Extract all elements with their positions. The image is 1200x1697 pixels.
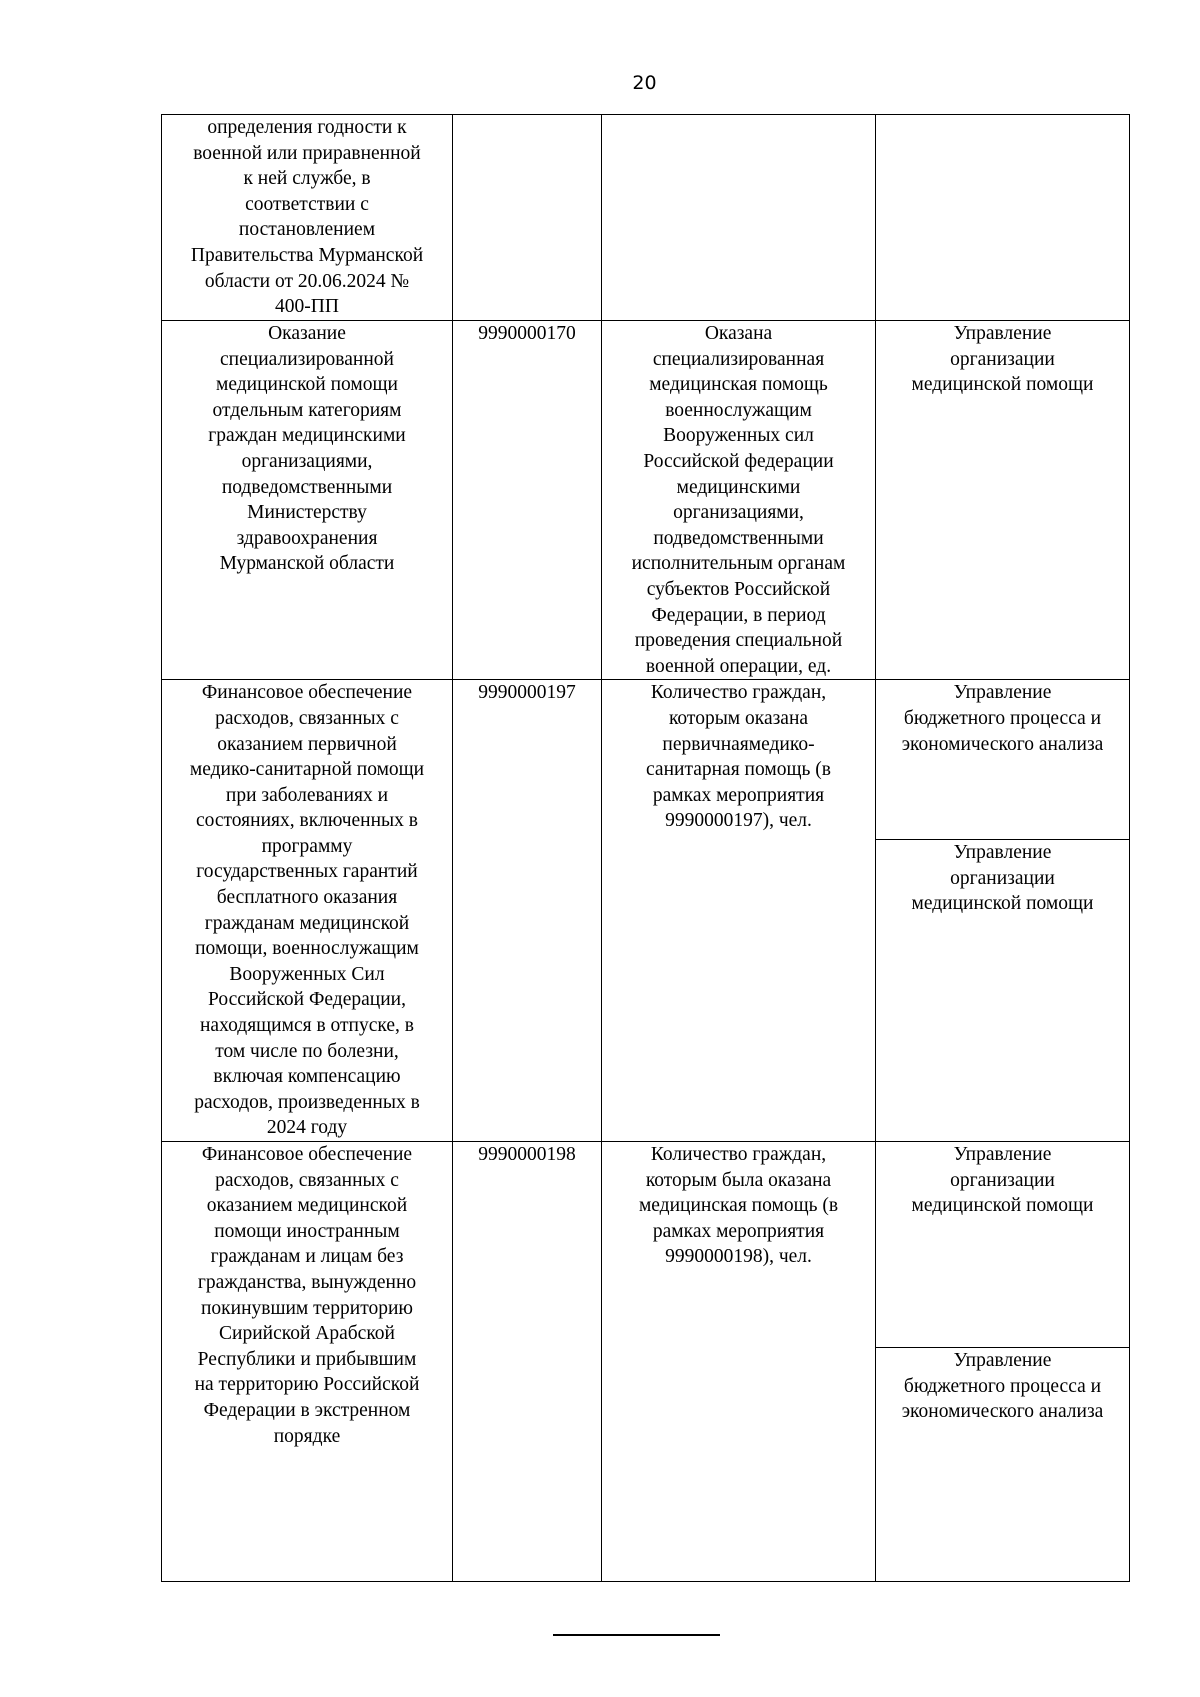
page-number: 20 bbox=[632, 72, 657, 94]
measure-name-cell-line: Министерству bbox=[247, 502, 367, 524]
measure-name-cell-line: гражданам и лицам без bbox=[210, 1246, 404, 1268]
measure-name-cell-line: Мурманской области bbox=[219, 553, 395, 575]
table-row bbox=[162, 115, 1130, 321]
table-row bbox=[162, 680, 1130, 840]
measure-name-cell-line: к ней службе, в bbox=[243, 168, 371, 190]
measure-name-cell-line: гражданства, вынужденно bbox=[197, 1271, 417, 1293]
measure-name-cell-line: Федерации в экстренном bbox=[203, 1399, 411, 1421]
indicator-cell-line: субъектов Российской bbox=[646, 578, 831, 600]
indicator-cell-line: проведения специальной bbox=[634, 630, 843, 652]
department-cell bbox=[876, 321, 1130, 680]
measure-name-cell-line: Сирийской Арабской bbox=[219, 1323, 395, 1345]
indicator-cell-line: рамках мероприятия bbox=[652, 1220, 825, 1242]
code-cell: 9990000170 bbox=[453, 321, 602, 680]
measures-table bbox=[161, 114, 1130, 1582]
measure-name-cell-line: военной или приравненной bbox=[193, 142, 421, 164]
indicator-cell-line: Вооруженных сил bbox=[663, 425, 814, 447]
measure-name-cell-line: Финансовое обеспечение bbox=[201, 1144, 413, 1165]
code-cell bbox=[453, 115, 602, 321]
measure-name-cell-line: состояниях, включенных в bbox=[195, 810, 418, 832]
measure-name-cell-line: Оказание bbox=[268, 323, 346, 344]
measure-name-cell-line: области от 20.06.2024 № bbox=[204, 270, 410, 292]
indicator-cell-line: Федерации, в период bbox=[651, 604, 826, 626]
measure-name-cell-line: расходов, связанных с bbox=[215, 707, 399, 729]
measure-name-cell bbox=[162, 1142, 453, 1582]
measure-name-cell-line: Российской Федерации, bbox=[208, 989, 406, 1011]
indicator-cell-line: специализированная bbox=[652, 348, 825, 370]
measure-name-cell-line: на территорию Российской bbox=[194, 1374, 420, 1396]
indicator-cell-line: Количество граждан, bbox=[650, 1144, 827, 1165]
measure-name-cell-line: 400-ПП bbox=[275, 296, 339, 318]
measure-name-cell bbox=[162, 680, 453, 1142]
measure-name-cell-line: Финансовое обеспечение bbox=[201, 682, 413, 704]
code-cell: 9990000198 bbox=[453, 1142, 602, 1582]
measure-name-cell-line: программу bbox=[261, 835, 353, 857]
measure-name-cell-line: Республики и прибывшим bbox=[197, 1348, 417, 1370]
department-cell-line: Управление bbox=[953, 1350, 1052, 1371]
measure-name-cell-line: гражданам медицинской bbox=[204, 912, 410, 934]
measure-name-cell bbox=[162, 115, 453, 321]
measure-name-cell-line: помощи иностранным bbox=[214, 1220, 400, 1242]
measure-name-cell-line: расходов, связанных с bbox=[215, 1169, 399, 1191]
measure-name-cell-line: покинувшим территорию bbox=[200, 1297, 414, 1319]
indicator-cell bbox=[602, 1142, 876, 1582]
measure-name-cell-line: отдельным категориям bbox=[212, 399, 402, 421]
department-cell bbox=[876, 680, 1130, 840]
indicator-cell-line: Оказана bbox=[704, 323, 773, 344]
measure-name-cell-line: граждан медицинскими bbox=[208, 425, 406, 447]
measure-name-cell-line: медико-санитарной помощи bbox=[189, 759, 425, 781]
table-row bbox=[162, 1142, 1130, 1348]
indicator-cell-line: санитарная помощь (в bbox=[646, 759, 831, 781]
department-cell-line: организации bbox=[950, 348, 1055, 370]
measure-name-cell-line: находящимся в отпуске, в bbox=[199, 1015, 414, 1037]
measure-name-cell-line: здравоохранения bbox=[236, 527, 378, 549]
measure-name-cell-line: бесплатного оказания bbox=[216, 887, 398, 909]
indicator-cell-line: 9990000198), чел. bbox=[665, 1246, 812, 1268]
department-cell-line: бюджетного процесса и bbox=[903, 1375, 1102, 1397]
indicator-cell-line: медицинская помощь (в bbox=[638, 1195, 839, 1217]
indicator-cell-line: подведомственными bbox=[653, 527, 824, 549]
measure-name-cell-line: том числе по болезни, bbox=[215, 1040, 399, 1062]
indicator-cell-line: Количество граждан, bbox=[650, 682, 827, 704]
indicator-cell-line: медицинская помощь bbox=[649, 374, 828, 396]
indicator-cell-line: которым была оказана bbox=[645, 1169, 832, 1191]
measure-name-cell-line: организациями, bbox=[241, 450, 373, 472]
measure-name-cell-line: Правительства Мурманской bbox=[190, 244, 424, 266]
measure-name-cell-line: помощи, военнослужащим bbox=[195, 938, 419, 960]
indicator-cell-line: рамках мероприятия bbox=[652, 784, 825, 806]
indicator-cell-line: первичнаямедико- bbox=[662, 733, 815, 755]
indicator-cell-line: Российской федерации bbox=[643, 450, 834, 472]
measure-name-cell-line: подведомственными bbox=[221, 476, 393, 498]
department-cell-line: Управление bbox=[953, 682, 1052, 704]
measure-name-cell-line: оказанием первичной bbox=[217, 733, 397, 755]
indicator-cell-line: которым оказана bbox=[668, 707, 809, 729]
measure-name-cell-line: 2024 году bbox=[266, 1117, 348, 1139]
measure-name-cell-line: включая компенсацию bbox=[213, 1066, 401, 1088]
department-cell-line: медицинской помощи bbox=[911, 893, 1094, 915]
indicator-cell-line: 9990000197), чел. bbox=[665, 810, 812, 832]
department-cell-line: Управление bbox=[953, 1144, 1052, 1165]
footer-rule bbox=[553, 1634, 720, 1636]
measure-name-cell-line: Вооруженных Сил bbox=[229, 963, 385, 985]
indicator-cell bbox=[602, 321, 876, 680]
indicator-cell-line: медицинскими bbox=[676, 476, 801, 498]
department-cell-line: организации bbox=[950, 1169, 1055, 1191]
department-cell-line: экономического анализа bbox=[901, 733, 1104, 755]
department-cell bbox=[876, 1142, 1130, 1348]
measure-name-cell-line: определения годности к bbox=[207, 117, 407, 138]
department-cell-line: медицинской помощи bbox=[911, 1195, 1094, 1217]
measure-name-cell-line: оказанием медицинской bbox=[206, 1195, 408, 1217]
department-cell-line: Управление bbox=[953, 323, 1052, 344]
department-cell-line: бюджетного процесса и bbox=[903, 707, 1102, 729]
table-row bbox=[162, 321, 1130, 680]
department-cell-line: медицинской помощи bbox=[911, 374, 1094, 396]
indicator-cell bbox=[602, 115, 876, 321]
measure-name-cell-line: постановлением bbox=[238, 219, 376, 241]
table-body bbox=[162, 115, 1130, 1582]
department-cell bbox=[876, 1348, 1130, 1582]
indicator-cell-line: военнослужащим bbox=[665, 399, 812, 421]
measure-name-cell-line: специализированной bbox=[220, 348, 394, 370]
indicator-cell-line: организациями, bbox=[673, 502, 804, 524]
code-cell: 9990000197 bbox=[453, 680, 602, 1142]
measure-name-cell-line: порядке bbox=[273, 1425, 341, 1447]
indicator-cell bbox=[602, 680, 876, 1142]
indicator-cell-line: военной операции, ед. bbox=[645, 655, 832, 677]
measure-name-cell-line: расходов, произведенных в bbox=[194, 1091, 420, 1113]
measure-name-cell bbox=[162, 321, 453, 680]
department-cell bbox=[876, 840, 1130, 1142]
department-cell-line: организации bbox=[950, 867, 1055, 889]
department-cell bbox=[876, 115, 1130, 321]
measure-name-cell-line: медицинской помощи bbox=[216, 374, 398, 396]
department-cell-line: экономического анализа bbox=[901, 1401, 1104, 1423]
measure-name-cell-line: при заболеваниях и bbox=[225, 784, 389, 806]
department-cell-line: Управление bbox=[953, 842, 1052, 864]
measure-name-cell-line: государственных гарантий bbox=[196, 861, 418, 883]
measure-name-cell-line: соответствии с bbox=[245, 193, 369, 215]
indicator-cell-line: исполнительным органам bbox=[631, 553, 846, 575]
